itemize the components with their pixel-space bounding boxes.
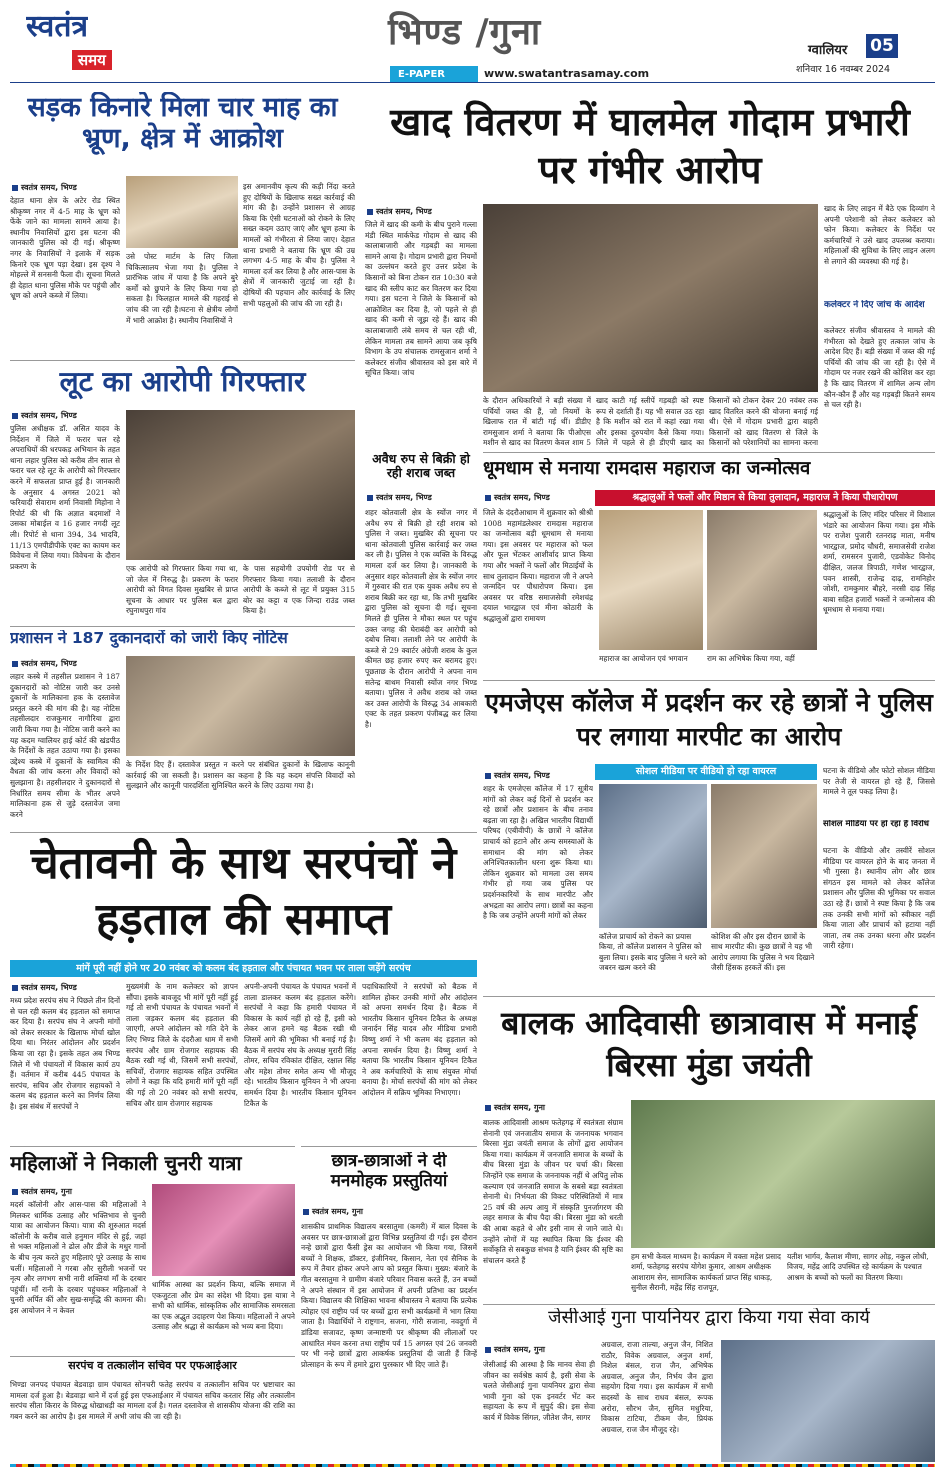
headline: सड़क किनारे मिला चार माह का भ्रूण, क्षेत्र में आक्रोश xyxy=(27,92,338,155)
story-children xyxy=(301,1146,477,1462)
story-mjs-college xyxy=(483,680,935,992)
photo-caption: कोशिश की और इस दौरान छात्रों के साथ मारपीट की। कुछ छात्रों ने यह भी आरोप लगाया कि पुलिस ने भय दिखाने जैसी हिंसक हरकतें कीं। इस xyxy=(711,932,815,973)
story-text: कलेक्टर संजीव श्रीवास्तव ने मामले की गंभीरता को देखते हुए तत्काल जांच के आदेश दिए हैं। बड़ी संख्या में जब्त की गई पर्चियों की जांच की जा रही है। ऐसे में गोदाम पर नजर रखने की कोशिश कर रहा है कि खाद वितरण में शामिल अन्य लोग कौन-कौन हैं और यह गड़बड़ी कितने समय से चल रही है। xyxy=(824,326,935,410)
story-text: घटना के वीडियो और फोटो सोशल मीडिया पर तेजी से वायरल हो रहे हैं, जिससे मामले ने तूल पकड़ लिया है। xyxy=(823,766,935,797)
story-text: जिले के दंदरौआधाम में शुक्रवार को श्रीश्री 1008 महामंडलेश्वर रामदास महाराज का जन्मोत्सव बड़ी धूमधाम से मनाया गया। इस अवसर पर महाराज को फल और फूल भेंटकर आशीर्वाद प्राप्त किया गया और भक्तों ने फलों और मिठाईयों के साथ तुलादान किया। महाराज जी ने अपने जन्मदिन पर पौधारोपण किया। इस अवसर पर वरिष्ठ समाजसेवी रमेशचंद्र दयाल भारद्वाज एवं मीना कोठारी के श्रद्धालुओं द्वारा रामायण xyxy=(483,508,593,623)
byline: स्वतंत्र समय, भिण्ड xyxy=(12,982,77,993)
story-text: एक आरोपी को गिरफ्तार किया गया था, जो जेल में निरुद्ध है। प्रकरण के फरार आरोपी को विगत दिवस मुखबिर से प्राप्त सूचना के आधार पर पुलिस बल द्वारा रघुनाथपुरा गांव xyxy=(126,564,238,616)
story-notices xyxy=(10,626,355,826)
story-text: इस अमानवीय कृत्य की कड़ी निंदा करते हुए दोषियों के खिलाफ सख्त कार्रवाई की मांग की है। उन्होंने प्रशासन से आग्रह किया कि ऐसी घटनाओं को रोकने के लिए सख्त कदम उठाए जाएं और भ्रूण हत्या के मामलों को गंभीरता से लिया जाए। देहात थाना प्रभारी ने बताया कि भ्रूण की उम्र लगभग 4-5 माह के बीच है। पुलिस ने मामला दर्ज कर लिया है और आस-पास के क्षेत्रों में जानकारी जुटाई जा रही है। दोषियों की पहचान और कार्रवाई के लिए सभी पहलुओं की जांच की जा रही है। xyxy=(243,182,355,308)
photo-caption: हम सभी केवल माध्यम है। कार्यक्रम में वक्ता महेश प्रसाद शर्मा, फतेहगढ़ सरपंच योगेश कुमार, आश्रम अधीक्षक आशाराम सेन, सामाजिक कार्यकर्ता प्राप्त सिंह धाकड़, सुनील सैरानी, महेंद्र सिंह राजपूत, xyxy=(631,1252,781,1293)
story-text: मदर्स कॉलोनी और आस-पास की महिलाओं ने मिलकर धार्मिक उत्साह और भक्तिभाव से चुनरी यात्रा का आयोजन किया। यात्रा की शुरुआत मदर्स कॉलोनी के करीब वाले हनुमान मंदिर से हुई, जहां से भक्त महिलाओं ने ढोल और डीजे के मधुर गानों के बीच नृत्य करते हुए महिलाएं पूरे उत्साह के साथ चलीं। महिलाओं ने गरबा और सुरीली भजनों पर नृत्य और लगभग सभी नारी शक्तियां माँ के दरबार पहुंचीं। माँ रानी के दरबार पहुंचकर महिलाओं ने चुनरी अर्पित कीं और सुख-समृद्धि की कामना की। इस आयोजन ने न केवल xyxy=(10,1200,146,1315)
story-text: उसे पोस्ट मार्टम के लिए जिला चिकित्सालय भेजा गया है। पुलिस ने प्रारंभिक जांच में पाया है कि अपने बुरे कर्मों को छुपाने के लिए किया गया हो सकता है। फिलहाल मामले की गहराई से जांच की जा रही है।घटना से क्षेत्रीय लोगों में भारी आक्रोश है। स्थानीय निवासियों ने xyxy=(126,252,238,325)
byline: स्वतंत्र समय, गुना xyxy=(485,1102,545,1113)
story-text: शासकीय प्राथमिक विद्यालय बरसातुमा (कमरी) में बाल दिवस के अवसर पर छात्र-छात्राओं द्वारा विभिन्न प्रस्तुतियां दी गईं। इस दौरान नन्हे छात्रों द्वारा फैंसी ड्रेस का आयोजन भी किया गया, जिसमें बच्चों ने शिक्षक, डॉक्टर, इंजीनियर, किसान, नेता एवं सैनिक के रूप में तैयार होकर अपने आप को प्रस्तुत किया। मुख्य: बंजारे के गीत बरसातुमा ने ग्रामीण बंजारे परिवार निवास करते हैं, उन बच्चों ने अपने संस्थान में इस आयोजन में अपनी प्रतिभा का प्रदर्शन किया। विद्यालय की शिक्षिका भावना श्रीवास्तव ने बताया कि प्रत्येक त्योहार एवं राष्ट्रीय पर्व पर बच्चों द्वारा सभी कार्यक्रमों में भाग लिया जाता है। विद्यार्थियों ने राष्ट्रगान, सजना, गोरी सजाना, नवदुर्गा में डांडिया सजावट, कृष्ण जन्माष्टमी पर श्रीकृष्ण की लीलाओं पर आधारित मंचन करना तथा राष्ट्रीय पर्व 15 अगस्त एवं 26 जनवरी पर भी नन्हे छात्रों द्वारा आकर्षक प्रस्तुतियां दी जाती हैं जिन्हें प्रोत्साहन के रूप में हमारे द्वारा पुरस्कार भी दिए जाते हैं। xyxy=(301,1222,477,1369)
story-fetus xyxy=(10,92,355,354)
story-liquor xyxy=(365,452,477,826)
headline: महिलाओं ने निकाली चुनरी यात्रा xyxy=(10,1152,242,1175)
subheading-band: सोशल मीडिया पर वीडियो हो रहा वायरल xyxy=(595,764,817,780)
story-text: किसानों को टोकन देकर 20 नवंबर तक खाद वितरित करने की योजना बनाई गई थी। ऐसे में गोदाम प्रभारी द्वारा बाहरी किसानों को खाद वितरण से जिले के किसानों को परेशानियों का सामना करना xyxy=(709,396,818,448)
story-text: भिण्डा जनपद पंचायत बेडवाड़ा ग्राम पंचायत सोनचरी फतेह सरपंच व तत्कालीन सचिव पर भ्रष्टाचार का मामला दर्ज हुआ है। बेडवाड़ा थाने में दर्ज हुई इस एफआईआर में पंचायत सचिव करतार सिंह और तत्कालीन सरपंच सीता किरार के विरुद्ध धोखाधड़ी का मामला दर्ज है। गलत दस्तावेज से शासकीय योजना की राशि का गबन करने का आरोप है। इस मामले में अभी जांच की जा रही है। xyxy=(10,1380,295,1421)
photo-hostel xyxy=(631,1100,935,1248)
story-text: घटना के वीडियो और तस्वीरें सोशल मीडिया पर वायरल होने के बाद जनता में भी गुस्सा है। स्थानीय लोग और छात्र संगठन इस मामले को लेकर कॉलेज प्रशासन और पुलिस की भूमिका पर सवाल उठा रहे हैं। छात्रों ने स्पष्ट किया है कि जब तक उनकी सभी मांगों को स्वीकार नहीं किया जाता और प्राचार्य को हटाया नहीं जाता, तब तक उनका धरना और प्रदर्शन जारी रहेगा। xyxy=(823,846,935,951)
story-text: अपनी-अपनी पंचायत के पंचायत भवनों में ताला डालकर कलम बंद हड़ताल करेंगे। सरपंचों ने कहा कि हमारी पंचायत में विकास के कार्य नहीं हो रहे हैं, इसी को लेकर आज हमने यह बैठक रखी थी जिसमें आगे की भूमिका भी बनाई गई है। बैठक में सरपंच संघ के अध्यक्ष मुरारी सिंह तोमर, सचिव रविकांत दीक्षित, रक्षाल सिंह और महेश तोमर समेत अन्य भी मौजूद रहे। भारतीय किसान यूनियन ने भी अपना समर्थन दिया है। भारतीय किसान यूनियन टिकैत के xyxy=(244,982,356,1108)
photo-students xyxy=(711,784,817,928)
headline: अवैध रुप से बिक्री हो रही शराब जब्त xyxy=(372,452,470,481)
photo-yatra xyxy=(152,1184,295,1276)
photo-jci xyxy=(721,1340,935,1462)
logo-top: स्वतंत्र xyxy=(26,10,89,44)
photo-caption: राम का अभिषेक किया गया, वहीं xyxy=(707,654,795,663)
headline: जेसीआई गुना पायनियर द्वारा किया गया सेवा कार्य xyxy=(548,1308,870,1328)
story-text: जेसीआई की आस्था है कि मानव सेवा ही जीवन का सर्वश्रेष्ठ कार्य है, इसी सेवा के चलते जेसीआई गुना पायनियर द्वारा सेवा भावी गुना को एक इनवर्टर भेंट कर सहायता के रूप में सुपुर्द की। इस सेवा कार्य में विवेक सिंगल, जीतेश जैन, सागर xyxy=(483,1360,595,1422)
story-text: धार्मिक आस्था का प्रदर्शन किया, बल्कि समाज में एकजुटता और प्रेम का संदेश भी दिया। इस यात्रा ने सभी को धार्मिक, सांस्कृतिक और सामाजिक समरसता का एक अद्भुत उदाहरण पेश किया। महिलाओं ने अपने उत्साह और श्रद्धा से कार्यक्रम को भव्य बना दिया। xyxy=(152,1280,295,1332)
subheading-band: श्रद्धालुओं ने फलों और मिष्ठान से किया तुलादान, महाराज ने किया पौधारोपण xyxy=(595,490,935,506)
byline: स्वतंत्र समय, भिण्ड xyxy=(485,770,550,781)
story-text: जिले में खाद की कमी के बीच पुराने गल्ला मंडी स्थित मार्कफेड गोदाम से खाद की कालाबाजारी और गड़बड़ी का मामला सामने आया है। गोदाम प्रभारी द्वारा नियमों का उल्लंघन करते हुए उत्तर प्रदेश के किसानों को बिना टोकन रात 10:30 बजे खाद की स्लीप काट कर वितरण कर दिया गया। इस घटना ने जिले के किसानों को आक्रोशित कर दिया है, जो पहले से ही खाद की कमी से जूझ रहे हैं। खाद की कालाबाजारी लंबे समय से चल रही थी, लेकिन मामला तब सामने आया जब कृषि विभाग के उप संचालक रामसुजान शर्मा ने कलेक्टर संजीव श्रीवास्तव को इस बारे में सूचित किया। जांच xyxy=(365,220,477,378)
story-text: मुख्यमंत्री के नाम कलेक्टर को ज्ञापन सौंपा। इसके बावजूद भी मांगें पूरी नहीं हुई गई तो सभी पंचायत के पंचायत भवनों में ताला जड़कर कलम बंद हड़ताल की जाएगी, अपने आंदोलन को गति देने के लिए भिण्ड जिले के दंदरौआ धाम में सभी सरपंच और ग्राम रोजगार सहायक की बैठक रखी गई थी, जिसमें सभी सरपंचों, सचिवों, रोजगार सहायक सहित उपस्थित लोगों ने कहा कि यदि हमारी मांगें पूरी नहीं की गई तो 20 नवंबर को सभी सरपंच, सचिव और ग्राम रोजगार सहायक xyxy=(126,982,238,1108)
photo-caption: कॉलेज प्राचार्य को रोकने का प्रयास किया, तो कॉलेज प्रशासन ने पुलिस को बुला लिया। इसके बाद पुलिस ने धरने को जबरन खत्म करने की xyxy=(599,932,707,973)
byline: स्वतंत्र समय, गुना xyxy=(485,1344,545,1355)
byline: स्वतंत्र समय, भिण्ड xyxy=(485,492,550,503)
city: ग्वालियर xyxy=(808,43,848,58)
story-text: खाद काटी गई स्लीपें गड़बड़ी को स्पष्ट रूप से दर्शाती हैं। यह भी सवाल उठ रहा है कि मशीन को रात में कहां रखा गया और इसका दुरुपयोग कैसे किया गया। जिले में पहले से ही डीएपी खाद का xyxy=(596,396,704,448)
page-number: 05 xyxy=(866,34,898,58)
subhead: सरपंच व तत्कालीन सचिव पर एफआईआर xyxy=(68,1360,237,1372)
story-text: लहार कस्बे में तहसील प्रशासन ने 187 दुकानदारों को नोटिस जारी कर उनसे दुकानों के मालिकाना हक के दस्तावेज प्रस्तुत करने की मांग की है। यह नोटिस तहसीलदार राजकुमार नागौरिया द्वारा जारी किया गया है। नोटिस जारी करने का यह कदम ग्वालियर हाई कोर्ट की खंडपीठ के निर्देशों के तहत उठाया गया है। इसका उद्देश्य कस्बे में दुकानों के स्वामित्व की वैधता की जांच करना और विवादों को सुलझाना है। तहसीलदार ने दुकानदारों से निर्धारित समय सीमा के भीतर अपने मालिकाना हक से जुड़े दस्तावेज जमा करने xyxy=(10,672,120,819)
story-text: पुलिस अधीक्षक डॉ. असित यादव के निर्देशन में जिले में फरार चल रहे अपराधियों की धरपकड़ अभियान के तहत थाना लहार पुलिस को करीब तीन साल से फरार चल रहे लूट के आरोपी को गिरफ्तार करने में सफलता प्राप्त हुई है। जानकारी के अनुसार 4 अगस्त 2021 को फरियादी सेवाराम शर्मा निवासी मिहोना ने रिपोर्ट की थी कि अज्ञात बदमाशों ने उसका मोबाईल व 16 हजार नगदी लूट ली। रिपोर्ट से थाना 394, 34 भादवि, 11/13 एमपीडीपीके एक्ट का कायम कर विवेचना में लिया गया। विवेचना के दौरान प्रकरण के xyxy=(10,424,120,571)
masthead-rule xyxy=(10,82,935,83)
story-text: अग्रवाल, राजा ताल्या, अनुज जैन, निशित राठौर, विवेक अग्रवाल, अनुज शर्मा, निशेल बंसल, राज जैन, अभिषेक अग्रवाल, अनुज जैन, निर्भय जैन द्वारा सहयोग दिया गया। इस कार्यक्रम में सभी सदस्यों के साथ राधव बंसल, रूपक अरोरा, सौरभ जैन, सुमित मधुरिया, विकास टाटिया, टीकम जैन, प्रियंक अग्रवाल, राज जैन मौजूद रहे। xyxy=(601,1340,713,1434)
photo-ceremony xyxy=(599,510,703,650)
story-text: खाद के लिए लाइन में बैठे एक दिव्यांग ने अपनी परेशानी को लेकर कलेक्टर को फोन किया। कलेक्टर के निर्देश पर कर्मचारियों ने उसे खाद उपलब्ध कराया। महिलाओं की सुविधा के लिए लाइन अलग से लगाने की व्यवस्था की गई है। xyxy=(824,204,935,266)
story-text: श्रद्धालुओं के लिए मंदिर परिसर में विशाल भंडारे का आयोजन किया गया। इस मौके पर राजेश पुजारी रतनराढ़ माता, मनीष भारद्वाज, प्रमोद चौधरी, समाजसेवी राजेश शर्मा, रामसरन पुजारी, एडवोकेट विनोद दीक्षित, जलज त्रिपाठी, गणेश भारद्वाज, पवन शास्त्री, राजेन्द्र दाढ़, रामनिहोर जोशी, रामकुमार बौहरे, नरसी दाढ़ सिंह बाबा सहित हजारों भक्तों ने जन्मोत्सव की धूमधाम से मनाया गया। xyxy=(823,510,935,615)
photo-protest xyxy=(599,784,707,928)
story-text: के पास सहयोगी उपयोगी रोड पर से गिरफ्तार किया गया। तलाशी के दौरान आरोपी के कब्जे से लूट में प्रयुक्त 315 बोर का कट्टा व एक जिन्दा राउंड जब्त किया है। xyxy=(243,564,355,616)
headline: प्रशासन ने 187 दुकानदारों को जारी किए नोटिस xyxy=(10,630,288,647)
byline: स्वतंत्र समय, गुना xyxy=(12,1186,72,1197)
photo-abhishek xyxy=(707,510,817,650)
byline: स्वतंत्र समय, भिण्ड xyxy=(367,492,432,503)
story-jci xyxy=(483,1304,935,1462)
headline: धूमधाम से मनाया रामदास महाराज का जन्मोत्सव xyxy=(483,458,811,479)
byline: स्वतंत्र समय, भिण्ड xyxy=(12,410,77,421)
logo xyxy=(18,10,130,76)
masthead xyxy=(0,0,945,84)
story-ramdas xyxy=(483,452,935,674)
subheading-band: मांगें पूरी नहीं होने पर 20 नवंबर को कलम बंद हड़ताल और पंचायत भवन पर ताला जड़ेंगे सरपंच xyxy=(10,960,477,977)
photo-godown xyxy=(483,204,818,392)
headline: चेतावनी के साथ सरपंचों ने हड़ताल की समाप्त xyxy=(30,838,457,945)
story-text: पदाधिकारियों ने सरपंचों को बैठक में शामिल होकर उनकी मांगों और आंदोलन को अपना समर्थन दिया है। बैठक में भारतीय किसान यूनियन टिकैत के अध्यक्ष जनार्दन सिंह यादव और मीडिया प्रभारी विष्णु शर्मा ने भी कलम बंद हड़ताल को अपना समर्थन दिया है। विष्णु शर्मा ने बताया कि भारतीय किसान यूनियन टिकैत ने अब कर्मचारियों के साथ संयुक्त मोर्चा बनाया है। मोर्चा सरपंचों की मांग को लेकर आंदोलन में सक्रिय भूमिका निभाएगा। xyxy=(362,982,477,1097)
photo-fetus xyxy=(126,176,238,248)
photo-caption: महाराज का आयोजन एवं भगवान xyxy=(599,654,688,663)
story-fertilizer xyxy=(365,92,935,448)
headline: खाद वितरण में घालमेल गोदाम प्रभारी पर गंभीर आरोप xyxy=(390,100,910,192)
story-text: बालक आदिवासी आश्रम फतेहगढ़ में स्वतंत्रता संग्राम सेनानी एवं जनजातीय समाज के जननायक भगवान बिरसा मुंडा जयंती समाज के लोगों द्वारा आयोजन किया गया। कार्यक्रम में जनजाति समाज के बच्चों के बीच बिरसा मुंडा के जीवन पर चर्चा की। बिरसा जिन्होंने एक समाज के जननायक नहीं थे अपितु लोक कल्याण एवं जनजाति समाज के सबसे बड़ा स्वतंत्रता सेनानी थे। निर्भयता की विकट परिस्थितियों में मात्र 25 वर्ष की अल्प आयु में संस्कृति पुनर्जागरण की लहर समाज के बीच पैदा की। बिरसा मुंडा को धरती की आबा कहते थे और इसी नाम से जाने जाते थे। उन्होंने लोगों में यह स्थापित किया कि ईश्वर की सर्वोकृति से सबकुछ संभव है यानि ईश्वर की सृष्टि का संचालन करते हैं xyxy=(483,1118,623,1265)
story-sarpanch xyxy=(10,832,477,1140)
story-birsa-munda xyxy=(483,996,935,1302)
headline: लूट का आरोपी गिरफ्तार xyxy=(59,366,306,398)
headline: बालक आदिवासी छात्रावास में मनाई बिरसा मुंडा जयंती xyxy=(501,1004,917,1084)
story-text: के निर्देश दिए हैं। दस्तावेज प्रस्तुत न करने पर संबंधित दुकानों के खिलाफ कानूनी कार्रवाई की जा सकती है। प्रशासन का कहना है कि यह कदम संपत्ति विवादों को सुलझाने और कानूनी पारदर्शिता सुनिश्चित करने के लिए उठाया गया है। xyxy=(126,760,355,791)
edition-title: भिण्ड /गुना xyxy=(388,12,542,53)
photo-market xyxy=(126,656,355,756)
story-text: मध्य प्रदेश सरपंच संघ ने पिछले तीन दिनों से चल रही कलम बंद हड़ताल को समाप्त कर दिया है। सरपंच संघ ने अपनी मांगों को लेकर सरकार के खिलाफ मोर्चा खोल दिया था। निरंतर आंदोलन और प्रदर्शन किया जा रहा है। इसके तहत अब भिण्ड जिले में भी पंचायतों में विकास कार्य ठप हैं। वर्तमान में करीब 445 पंचायत के सरपंच, सचिव और रोजगार सहायकों ने कलम बंद हड़ताल करने का निर्णय लिया है। इस संबंध में सरपंचों ने xyxy=(10,996,120,1111)
byline: स्वतंत्र समय, भिण्ड xyxy=(367,206,432,217)
story-text: देहात थाना क्षेत्र के अटेर रोड स्थित श्रीकृष्ण नगर में 4-5 माह के भ्रूण को फेंके जाने का मामला सामने आया है। स्थानीय निवासियों द्वारा इस घटना की जानकारी पुलिस को दी गई। श्रीकृष्ण नगर के निवासियों ने इलाके में सड़क किनारे एक भ्रूण पड़ा देखा। इस दृश्य ने मोहल्ले में सनसनी फैला दी। सूचना मिलते ही देहात थाना पुलिस मौके पर पहुंची और भ्रूण को अपने कब्जे में लिया। xyxy=(10,196,120,301)
date: शनिवार 16 नवम्बर 2024 xyxy=(796,64,891,75)
website: www.swatantrasamay.com xyxy=(484,67,650,80)
story-text: के दौरान अधिकारियों ने बड़ी संख्या में पर्चियों जब्त की हैं, जो नियमों के खिलाफ रात में बांटी गई थीं। डीडीए रामसुजान शर्मा ने बताया कि पीओएस मशीन से खाद का वितरण केवल शाम 5 xyxy=(483,396,591,448)
story-text: शहर कोतवाली क्षेत्र के स्योंज नगर में अवैध रुप से बिक्री हो रही शराब को पुलिस ने जब्त। मुखबिर की सूचना पर थाना कोतवाली पुलिस कार्रवाई कर जब्त कर ली है। पुलिस ने एक व्यक्ति के विरुद्ध मामला दर्ज कर लिया है। जानकारी के अनुसार शहर कोतवाली क्षेत्र के स्योंज नगर में गुरुवार की रात एक युवक अवैध रुप से शराब बिक्री कर रहा था, कि तभी मुखबिर द्वारा पुलिस को सूचना दी गई। सूचना मिलते ही पुलिस ने मौका स्थल पर पहुंच उक्त जगह की घेराबंदी कर आरोपी को दबोच लिया। तलाशी लेने पर आरोपी के कब्जे से 29 क्वार्टर अंग्रेजी शराब के कुल कीमत छह हजार रुपए कर बरामद हुए। पूछताछ के दौरान आरोपी ने अपना नाम सतेन्द्र बाथम निवासी स्योंज नगर भिण्ड बताया। पुलिस ने अवैध शराब को जब्त कर उक्त आरोपी के विरुद्ध 34 आबकारी एक्ट के तहत प्रकरण पंजीबद्ध कर लिया है। xyxy=(365,508,477,729)
story-chunri-yatra xyxy=(10,1146,295,1462)
story-loot xyxy=(10,360,355,622)
byline: स्वतंत्र समय, भिण्ड xyxy=(12,658,77,669)
headline: छात्र-छात्राओं ने दी मनमोहक प्रस्तुतियां xyxy=(330,1152,448,1191)
story-text: शहर के एमजेएस कॉलेज में 17 सूत्रीय मांगों को लेकर कई दिनों से प्रदर्शन कर रहे छात्रों और प्रशासन के बीच तनाव बढ़ता जा रहा है। अखिल भारतीय विद्यार्थी परिषद (एबीवीपी) के छात्रों ने कॉलेज प्राचार्य को हटाने और अन्य समस्याओं के समाधान की मांग को लेकर अनिश्चितकालीन धरना शुरू किया था। लेकिन शुक्रवार को मामला उस समय गंभीर हो गया जब पुलिस पर प्रदर्शनकारियों के साथ मारपीट और अभद्रता का आरोप लगा। छात्रों का कहना है कि जब उन्होंने अपनी मांगों को लेकर xyxy=(483,784,593,921)
subhead: सोशल मीडिया पर हो रहा है विरोध xyxy=(823,820,929,829)
photo-caption: यतीश भार्गव, कैलाश मीणा, सागर ओड़, नकुल लोधी, विजय, महेंद्र आदि उपस्थित रहे कार्यक्रम के पश्चात आश्रम के बच्चों को फलों का वितरण किया। xyxy=(787,1252,929,1282)
headline: एमजेएस कॉलेज में प्रदर्शन कर रहे छात्रों ने पुलिस पर लगाया मारपीट का आरोप xyxy=(485,688,933,751)
registration-strip xyxy=(10,1464,935,1467)
photo-police xyxy=(126,410,355,560)
byline: स्वतंत्र समय, गुना xyxy=(303,1206,363,1217)
logo-bottom: समय xyxy=(72,50,112,70)
byline: स्वतंत्र समय, भिण्ड xyxy=(12,182,77,193)
epaper-badge: E-PAPER xyxy=(390,66,478,83)
subhead: कलेक्टर ने दिए जांच के आदेश xyxy=(824,300,925,310)
